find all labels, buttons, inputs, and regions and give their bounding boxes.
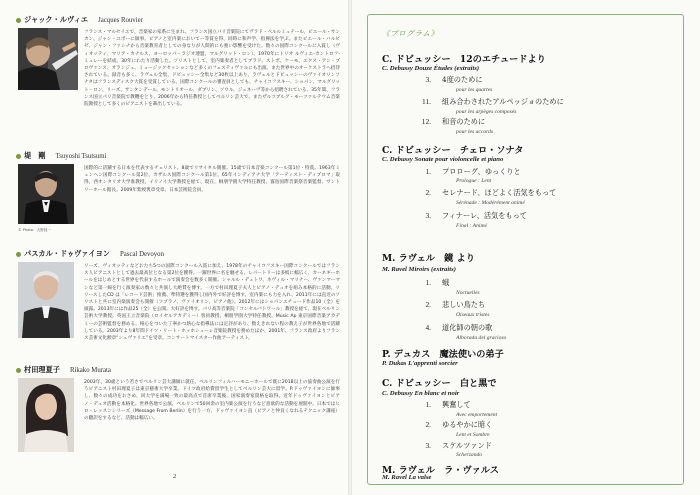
bio-name-en: Tsuyoshi Tsutsumi	[55, 152, 107, 160]
movement-title-ja: 和音のために	[442, 117, 486, 126]
bio-header	[16, 14, 340, 26]
movement-number: 2.	[425, 300, 431, 309]
portrait-photo-rouvier	[18, 28, 78, 90]
bio-header	[16, 150, 340, 162]
movement-title-fr: Avec emportement	[456, 412, 498, 418]
bio-text: リーズ、ヴィオッティなどおたち5つの国際コンクール入賞に加え、1978年のチャイコフスキー国際コンクールではフランス人ピアニストとして過去最高位となる第2位を獲得。一躍世界に名を馳せる。レパートリーは多岐に幅広く、カーネギーホールをはじめとする世界を代表するホールで演奏会を数多く開催。シャルル・デュトワ、ネヴィル・マリナー、ヴァンマーマンなど第一線を行く演奏家の数々と共演し大絶賛を博す。一方で村田理夏子夫人とピアノ・デュオを組み本格的に活動。リリースしたCD は「レコード芸術」推薦、準特選を獲得し国内外で好評を博す。室内楽にも力を入れ、2011年には直近のソリストと共に室内楽演奏会も開催（ソプラノ、ヴァイオリン、ピアノ他）。2012年にはショパンエチュード作品10（全）を披露。2013年には作品25（全）を公開。大好評を博す。パリ高等音楽院「コンセルバトワール」教授を経て、現在ベルリン芸術大学教授。英国王立音楽院（ロイヤルアカデミー）客員教授、桐朋学園大学特任教授、Music Ap 東京国際音楽アカデミーの芸術監督を務める。格心をついた丁寧かつ熱心な指導法には定評があり、数えきれない程の教え子が世界各地で活躍している。2003年より8年間ドイツ・リート・ホッホシューレ音楽院教授を務めたほか、2001年、フランス政府よりフランス芸術文化勲章“シュヴァリエ”を受章。コンサートマイスター作曲アーティスト。	[84, 264, 340, 342]
bio-name-ja: 堤 剛	[24, 151, 46, 160]
bullet-icon	[16, 368, 21, 373]
bio-devoyon	[16, 248, 340, 368]
piece-title-ja: C. ドビュッシー 白と黒で	[382, 378, 497, 389]
piece-title-ja: C. ドビュッシー 12のエチュードより	[382, 54, 546, 65]
bio-name-ja: 村田理夏子	[24, 365, 60, 374]
movement-number: 3.	[425, 75, 431, 84]
movement-title-ja: 4度のために	[442, 75, 483, 84]
portrait-photo-tsutsumi	[18, 164, 74, 224]
bio-name-ja: パスカル・ドゥヴァイヨン	[24, 249, 110, 258]
piece-title-ja: C. ドビュッシー チェロ・ソナタ	[382, 145, 524, 156]
movement-title-fr: Scherzando	[456, 452, 483, 458]
left-page	[0, 0, 348, 495]
piece-title-en: C. Debussy Douze Études (extraits)	[382, 65, 480, 72]
bullet-icon	[16, 18, 21, 23]
movement-title-fr: pour les quartes	[456, 87, 493, 93]
right-page	[352, 0, 700, 495]
piece-title-en: C. Debussy En blanc et noir	[382, 390, 460, 397]
bio-text: 2003年、30歳という若さでベルリン芸大講師に就任。ベルリンフィルハーモニーホールで既に2018以上の協奏曲公演を行うピアニスト村田理夏子は東京藝術大学卒業。ドイツ政府給費留学生としてベルリン芸大に留学。P.ドゥヴァイヨンに師事し、数々の成功をおさめ、同大学を満場一致の最高点で首席卒業後、国家演奏家資格を取得。近年ドゥヴァイヨンとピアノ・デュオ活動を本格化。世界各地で公演、ベルリンで50回余の室内楽公演を行うなど意欲的な活動を展開中。日本ではヒロ・レッスンシリーズ（Message From Berlin）を行う一方、ドゥヴァイヨン直（ピアノと仲良くなれるテクニック講座）の翻訳をするなど、活動は幅広い。	[84, 380, 340, 422]
piece-title-en: P. Dukas L'apprenti sorcier	[382, 360, 458, 367]
bio-name-en: Rikako Murata	[69, 366, 111, 374]
photo-credit: © Photo：大野純一	[18, 228, 51, 232]
piece-title-en: M. Ravel Miroirs (extraits)	[382, 266, 456, 273]
bullet-icon	[16, 252, 21, 257]
movement-number: 1.	[425, 400, 431, 409]
movement-number: 12.	[421, 117, 431, 126]
bio-rouvier	[16, 14, 340, 164]
movement-number: 3.	[425, 211, 431, 220]
program-heading: 《プログラム》	[382, 29, 439, 38]
movement-number: 1.	[425, 278, 431, 287]
movement-title-fr: Alborada del gracioso	[456, 335, 507, 341]
movement-title-ja: プロローグ、ゆっくりと	[442, 167, 521, 176]
bio-tsutsumi	[16, 150, 340, 250]
movement-title-ja: 組み合わされたアルペッジョのために	[442, 97, 564, 106]
movement-title-fr: Noctuelles	[456, 290, 480, 296]
bio-header	[16, 364, 340, 376]
movement-title-fr: Lent et Sombre	[456, 432, 490, 438]
piece-title-en: C. Debussy Sonate pour violoncelle et piano	[382, 156, 504, 163]
piece-title-ja: P. デュカス 魔法使いの弟子	[382, 349, 504, 360]
bullet-icon	[16, 154, 21, 159]
movement-title-ja: ゆるやかに暗く	[442, 420, 493, 429]
bio-text: 国際的に活躍する日本を代表するチェリスト。8歳でリサイタル開催。15歳で日本音楽コンクール第1位・特賞。1963年ミュンヘン国際コンクール第2位、カザルス国際コンクール第1位、65年インディアナ大学「アーティスト・ディプロマ」取得。西オンタリオ大学准教授、イリノイ大学教授を経て、現在、桐朋学園大学特任教授、霧島国際音楽祭音楽監督、サントリーホール館長。2009年紫綬褒章受章。日本芸術院会員。	[84, 166, 340, 193]
movement-number: 11.	[422, 97, 431, 106]
page-number: 2	[173, 473, 177, 480]
movement-title-fr: Oiseaux tristes	[456, 312, 490, 318]
portrait-photo-devoyon	[18, 262, 74, 338]
movement-title-fr: pour les accords	[456, 129, 494, 135]
bio-murata	[16, 364, 340, 474]
piece-title-ja: M. ラヴェル 鏡 より	[382, 253, 475, 264]
movement-title-fr: Prologue : Lent	[456, 178, 492, 184]
movement-number: 3.	[425, 441, 431, 450]
movement-title-ja: 蛾	[442, 278, 450, 287]
movement-title-ja: 道化師の朝の歌	[442, 323, 493, 332]
movement-title-fr: pour les arpèges composés	[456, 109, 517, 115]
bio-name-en: Jacques Rouvier	[98, 16, 143, 24]
portrait-photo-murata	[18, 378, 74, 452]
movement-title-ja: 悲しい鳥たち	[442, 300, 486, 309]
movement-number: 4.	[425, 323, 431, 332]
movement-title-ja: 興奮して	[442, 400, 471, 409]
piece-title-en: M. Ravel La valse	[382, 474, 432, 481]
bio-text: フランス・マルセイユで、音楽家の家系に生まれ、フランス国立パリ音楽院にてヴラド・ペルルミュテール、ピエール・サンカン、ジャン・ユボーに師事。ピアノと室内楽においてー等賞を得、同時に和声学、指揮法を学ぶ。またピエール・バルビゼ、ジャン・ファシナから音楽教育者としての身なりが人間的にも強い影響を受けた。数々の国際コンクールに入賞し（ヴィオッティ、マリア・カナルス、ヨーロッパ・ラジオ連盟、マルグリット・ロン）、1970年にトリオ ルヴィエ-カントロフ-ミュレーを結成、30年にわたり活動した。ソリストとして、室内楽奏者としてブラド、ストボ、ケーモ、エクス・アン・プロヴァンス、オランジュ、ミュージックセッションなど多くのフェスティヴァルにも出演、また世界中のオーケストラへ招待されている。録音も多く、ラヴェル全集、ドビュッシー全集など30枚以上あり、ラヴェルとドビュッシーのヴァイオリンソナタはフランスディスク大賞を受賞している。国際コンクールの審査員としても、チャイコフスキー、ショパン、マルグリット・ロン、リーズ、サンタンデール、モントリオール、ダブリン、ソウル、ジュネーヴ等から招聘されている。35年間、フランス国立パリ音楽院で教鞭をとり、2006年から特任教授としてベルリン芸大で、またザルツブルグ・モーツァルテウム音楽院教授として多くのピアニストを輩出している。	[84, 30, 340, 108]
movement-title-fr: Sérénade : Modérément animé	[456, 200, 525, 206]
bio-name-en: Pascal Devoyon	[120, 250, 164, 258]
piece-title-ja: M. ラヴェル ラ・ヴァルス	[382, 465, 499, 476]
movement-title-ja: セレナード、ほどよく活気をもって	[442, 188, 557, 197]
movement-title-ja: フィナーレ、活気をもって	[442, 211, 527, 220]
movement-title-ja: スケルツァンド	[442, 441, 492, 450]
bio-header	[16, 248, 340, 260]
movement-number: 2.	[425, 188, 431, 197]
movement-number: 1.	[425, 167, 431, 176]
bio-name-ja: ジャック・ルヴィエ	[24, 15, 89, 24]
movement-number: 2.	[425, 420, 431, 429]
movement-title-fr: Final : Animé	[456, 223, 487, 229]
